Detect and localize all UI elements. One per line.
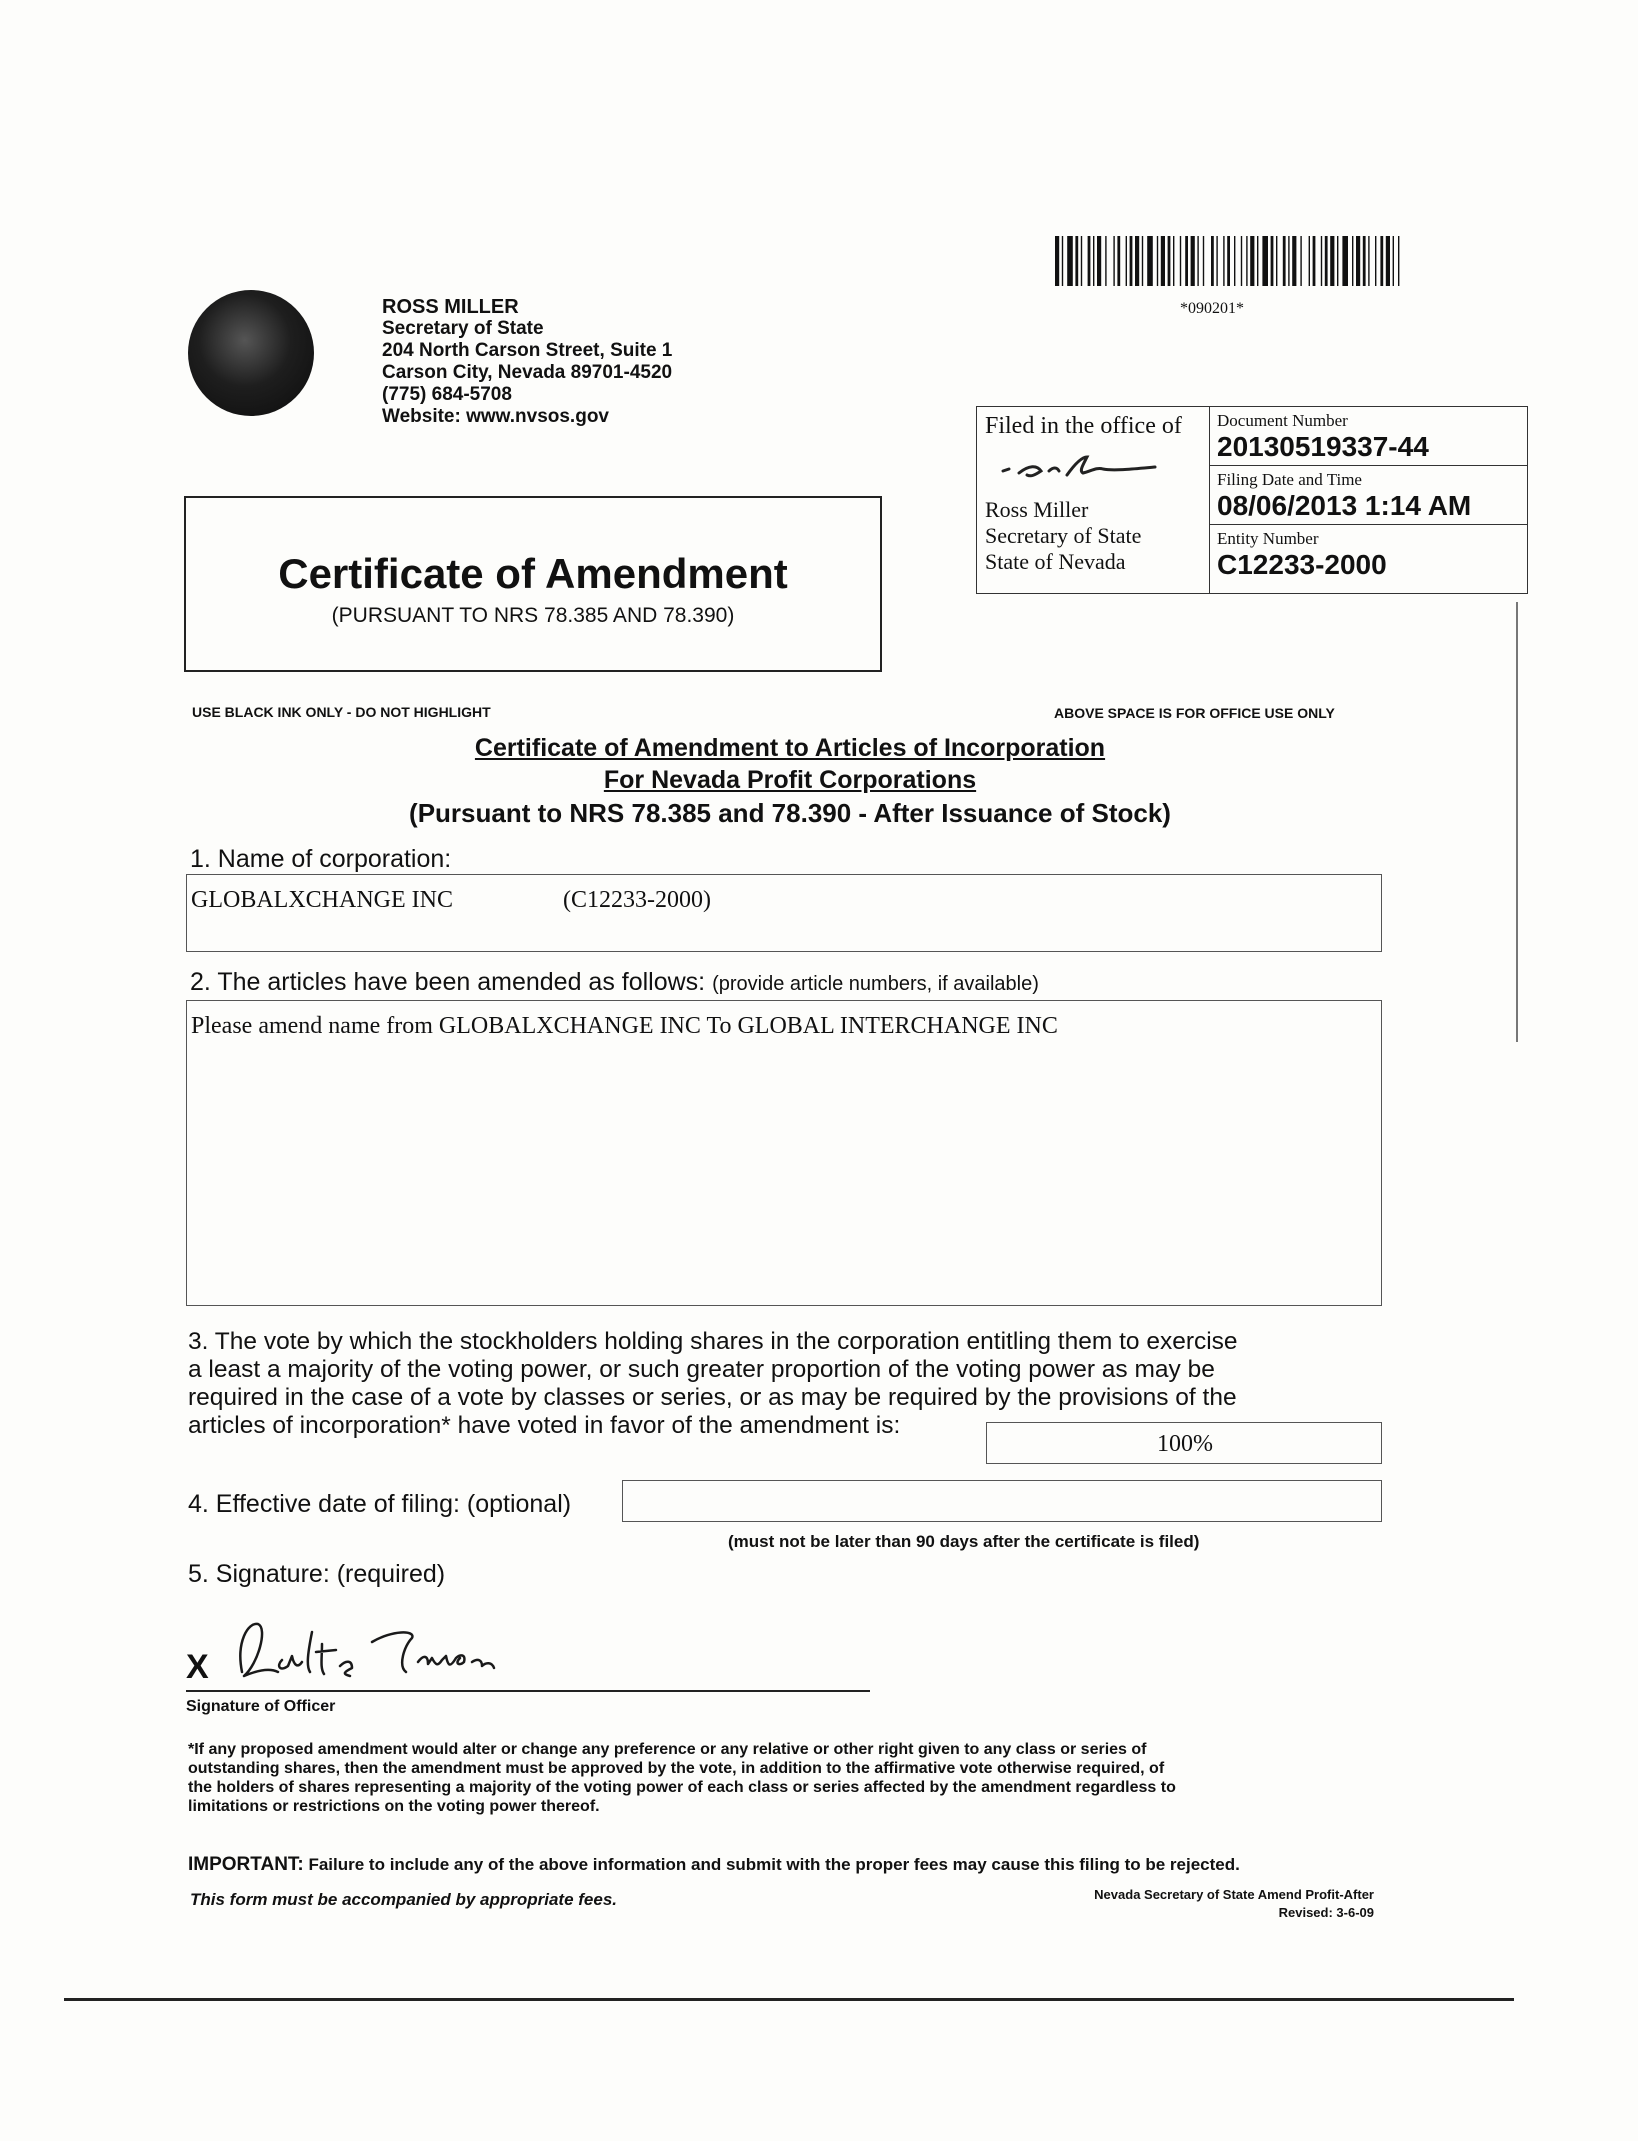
barcode-bar [1173,236,1174,286]
office-use-note: ABOVE SPACE IS FOR OFFICE USE ONLY [1054,705,1335,721]
document-number-cell [1209,407,1527,466]
secretary-address-block [382,296,672,428]
barcode-bar [1313,236,1316,286]
q2-label-text: 2. The articles have been amended as follows: [190,968,706,996]
barcode-bar [1288,236,1289,286]
website: Website: www.nvsos.gov [382,406,609,427]
barcode-bar [1398,236,1399,286]
filing-date-value: 08/06/2013 1:14 AM [1217,490,1472,521]
barcode-bar [1330,236,1334,286]
barcode-bar [1075,236,1078,286]
barcode-bar [1093,236,1094,286]
barcode-bar [1185,236,1188,286]
barcode-bar [1368,236,1369,286]
barcode-bar [1216,236,1217,286]
barcode-bar [1117,236,1120,286]
barcode-bar [1257,236,1258,286]
barcode-bar [1081,236,1082,286]
q3-line-4: articles of incorporation* have voted in favor of the amendment is: [188,1412,901,1439]
barcode-bar [1147,236,1153,286]
stamp-officer-name: Ross Miller [985,497,1089,522]
barcode-bar [1262,236,1268,286]
entity-number-cell [1209,525,1527,583]
q4-label: 4. Effective date of filing: (optional) [188,1490,572,1518]
barcode-bar [1197,236,1198,286]
barcode-bar [1055,236,1059,286]
barcode-bar [1363,236,1366,286]
important-label: IMPORTANT: [188,1854,304,1875]
barcode-bar [1135,236,1139,286]
barcode-bar [1157,236,1158,286]
barcode-bar [1067,236,1073,286]
barcode-bar [1241,236,1242,286]
stamp-officer-state: State of Nevada [985,549,1126,574]
certificate-subtitle: (PURSUANT TO NRS 78.385 AND 78.390) [331,604,735,627]
barcode-bar [1180,236,1181,286]
barcode-bar [1300,236,1301,286]
amendment-text-field[interactable] [186,1000,1382,1306]
barcode-bar [1309,236,1310,286]
barcode-bar [1325,236,1328,286]
barcode-bar [1168,236,1171,286]
barcode-bar [1352,236,1353,286]
amendment-footnote [188,1740,1388,1816]
address-line-1: 204 North Carson Street, Suite 1 [382,340,673,361]
barcode-bar [1203,236,1204,286]
q3-line-3: required in the case of a vote by classes or series, or as may be required by the provisions of the [188,1384,1237,1411]
filing-date-label: Filing Date and Time [1217,470,1362,489]
state-seal [188,290,314,416]
form-identifier [1046,1886,1374,1922]
barcode-bar [1292,236,1296,286]
form-heading-line-3: (Pursuant to NRS 78.385 and 78.390 - After Issuance of Stock) [409,798,1171,828]
barcode-bar [1375,236,1376,286]
barcode-bar [1097,236,1101,286]
q2-label-hint: (provide article numbers, if available) [712,973,1039,995]
barcode-bar [1234,236,1235,286]
barcode-bar [1113,236,1114,286]
phone: (775) 684-5708 [382,384,512,405]
secretary-signature-icon [997,451,1187,489]
filing-date-cell [1209,466,1527,525]
barcode-bar [1246,236,1247,286]
q3-line-2: a least a majority of the voting power, or such greater proportion of the voting power as may be [188,1356,1215,1383]
bottom-rule [64,1998,1514,2001]
barcode-bar [1393,236,1394,286]
barcode-bar [1271,236,1274,286]
stamp-filed-in: Filed in the office of [985,413,1182,439]
barcode-bar [1337,236,1338,286]
barcode-bar [1223,236,1224,286]
vote-percentage-field[interactable] [986,1422,1382,1464]
effective-date-field[interactable] [622,1480,1382,1522]
barcode-bar [1211,236,1214,286]
form-identifier-revision: Revised: 3-6-09 [1278,1905,1374,1920]
barcode-bar [1342,236,1348,286]
q5-label: 5. Signature: (required) [188,1560,446,1588]
form-identifier-name: Nevada Secretary of State Amend Profit-After [1094,1887,1374,1902]
margin-line [1516,602,1518,1042]
barcode-bar [1386,236,1390,286]
signature-line [186,1690,870,1692]
q1-label: 1. Name of corporation: [190,845,452,873]
footnote-line-1: *If any proposed amendment would alter or change any preference or any relative or other right given to any class or series of [188,1741,1147,1758]
stamp-officer [985,497,1141,575]
amendment-text-value: Please amend name from GLOBALXCHANGE INC To GLOBAL INTERCHANGE INC [191,1013,1058,1039]
address-line-2: Carson City, Nevada 89701-4520 [382,362,673,383]
barcode-bar [1105,236,1106,286]
form-heading-line-1: Certificate of Amendment to Articles of Incorporation [474,734,1106,762]
corporation-name-field[interactable] [186,874,1382,952]
barcode-bar [1126,236,1127,286]
important-text: Failure to include any of the above information and submit with the proper fees may cause this filing to be rejected. [303,1855,1240,1874]
q3-line-1: 3. The vote by which the stockholders holding shares in the corporation entitling them to exercise [188,1328,1238,1355]
vote-percentage-value: 100% [1157,1431,1213,1457]
stamp-details [1209,407,1527,593]
barcode-bar [1250,236,1254,286]
secretary-name: ROSS MILLER [382,296,519,318]
filing-stamp [976,406,1528,594]
certificate-title-box [184,496,882,672]
entity-number-value: C12233-2000 [1217,549,1387,580]
barcode-bar [1161,236,1165,286]
corporation-entity-value: (C12233-2000) [563,887,711,913]
barcode [1055,236,1401,286]
barcode-bar [1142,236,1143,286]
barcode-bar [1356,236,1360,286]
footnote-line-3: the holders of shares representing a majority of the voting power of each class or series affected by the amendment regardless to [188,1779,1176,1796]
stamp-filed-in-panel [977,407,1210,593]
fees-note: This form must be accompanied by appropriate fees. [190,1890,617,1909]
officer-signature-icon [222,1612,522,1694]
barcode-bar [1088,236,1091,286]
barcode-bar [1276,236,1277,286]
entity-number-label: Entity Number [1217,529,1319,548]
barcode-bar [1227,236,1230,286]
barcode-bar [1130,236,1133,286]
ink-instruction: USE BLACK INK ONLY - DO NOT HIGHLIGHT [192,704,491,720]
barcode-bar [1062,236,1063,286]
stamp-officer-title: Secretary of State [985,523,1142,548]
important-notice [188,1854,1388,1876]
document-number-value: 20130519337-44 [1217,431,1429,462]
barcode-bar [1321,236,1322,286]
certificate-title: Certificate of Amendment [278,550,788,597]
document-number-label: Document Number [1217,411,1348,430]
q2-label [190,968,1039,997]
secretary-title: Secretary of State [382,318,544,339]
form-heading-line-2: For Nevada Profit Corporations [603,766,977,794]
corporation-name-value: GLOBALXCHANGE INC [191,887,453,913]
barcode-bar [1191,236,1195,286]
signature-x-mark: X [186,1648,209,1686]
effective-date-note: (must not be later than 90 days after the certificate is filed) [728,1532,1200,1551]
footnote-line-4: limitations or restrictions on the voting power thereof. [188,1798,600,1815]
barcode-bar [1283,236,1286,286]
footnote-line-2: outstanding shares, then the amendment must be approved by the vote, in addition to the affirmative vote otherwise required, of [188,1760,1165,1777]
barcode-bar [1380,236,1383,286]
signature-caption: Signature of Officer [186,1698,336,1715]
barcode-number: *090201* [1180,300,1244,317]
